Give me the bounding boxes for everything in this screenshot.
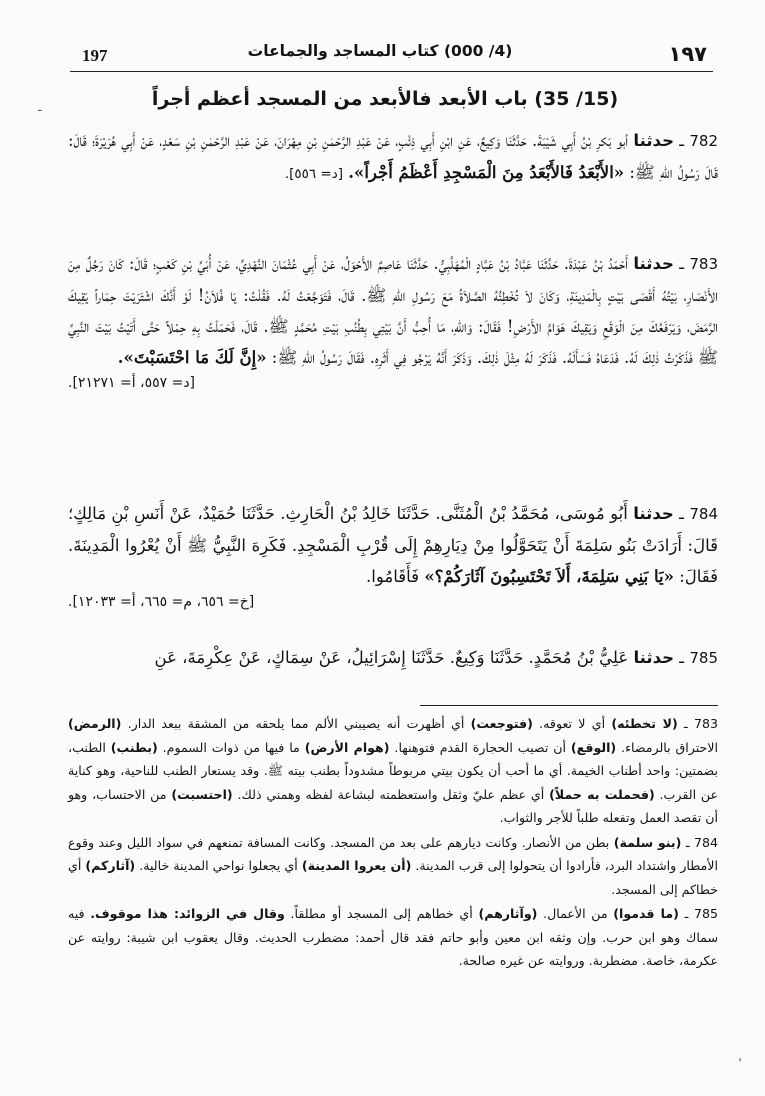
footnote-term: (بطنب) xyxy=(110,739,158,755)
narration-tail: فَأَقَامُوا. xyxy=(366,567,420,586)
running-title: (4/ 000) كتاب المساجد والجماعات xyxy=(247,42,513,60)
footnote-text: الاحتراق بالرمضاء. xyxy=(616,739,718,755)
footnote-text: أن تصيب الحجارة القدم فتوهنها. xyxy=(389,739,571,755)
isnad-matn: أَبُو مُوسَى، مُحَمَّدُ بْنُ الْمُثَنَّى. حَدَّثَنَا خَالِدُ بْنُ الْحَارِثِ. حَدَّثَنَا حُمَيْدٌ، عَنْ أَنَسِ بْنِ مَالِكٍ؛ قَالَ: أَرَادَتْ بَنُو سَلِمَةَ أَنْ يَتَحَوَّلُوا مِنْ دِيَارِهِمْ إِلَى قُرْبِ الْمَسْجِدِ. فَكَرِهَ النَّبِيُّ ﷺ أَنْ يُعْرُوا الْمَدِينَةَ. فَقَالَ: xyxy=(68,504,718,586)
footnote-text: أي يجعلوا نواحي المدينة خالية. xyxy=(135,858,302,873)
hadith-number: 784 xyxy=(689,505,718,523)
haddathana-word: حدثنا xyxy=(633,254,674,273)
footnote-term: (الوقع) xyxy=(570,739,617,755)
footnote-term: (لا تخطئه) xyxy=(611,716,678,731)
haddathana-word: حدثنا xyxy=(633,648,675,667)
footnote-text: من الاحتساب، وهو أن تقصد العمل وتفعله طلباً للأجر والثواب. xyxy=(68,786,718,825)
footnote-term: (ما قدموا) xyxy=(613,906,679,921)
footnote-term: (فحملت به حملاً) xyxy=(549,786,655,802)
footnote-term: وقال في الزوائد: هذا موقوف. xyxy=(90,906,285,921)
chapter-title: (15/ 35) باب الأبعد فالأبعد من المسجد أعظم أجراً xyxy=(151,88,619,110)
prophetic-quote: «يَا بَنِي سَلِمَةَ، أَلاَ تَحْتَسِبُونَ آثَارَكُمْ؟» xyxy=(424,567,674,586)
isnad-matn: عَلِيُّ بْنُ مُحَمَّدٍ. حَدَّثَنَا وَكِيعٌ. حَدَّثَنَا إِسْرَائِيلُ، عَنْ سِمَاكٍ، عَنْ عِكْرِمَةَ، عَنِ xyxy=(154,648,629,667)
footnote-number: 785 ـ xyxy=(678,906,719,921)
hadith-number: 783 xyxy=(689,255,719,273)
takhrij-ref: [خ= ٦٥٦، م= ٦٦٥، أ= ١٢٠٣٣]. xyxy=(68,594,255,610)
takhrij-ref: [د= ٥٥٦]. xyxy=(284,166,344,182)
hadith-782 xyxy=(68,125,718,188)
header-rule xyxy=(70,71,713,72)
footnote-text: أي أظهرت أنه يصيبني الألم مما يلحقه من المشقة ببعد الدار. xyxy=(121,716,471,731)
footnote-term: (أن يعروا المدينة) xyxy=(301,858,412,873)
footnote-785 xyxy=(68,902,718,973)
hadith-784 xyxy=(68,498,718,612)
footnote-text: فيه سماك وهو ابن حرب. وإن وثقه ابن معين وأبو حاتم فقد قال أحمد: مضطرب الحديث. وقال يعقوب ابن شيبة: روايته عن عكرمة، خاصة. مضطربة. وروايته عن غيره صالحة. xyxy=(68,906,718,968)
footnote-text: الطنب، بضمتين: واحد أطناب الخيمة. أي ما أحب أن يكون بيتي مربوطاً مشدوداً بطنب بيته ﷺ. وقد يستعار الطنب للناحية، وهو كناية عن القرب. xyxy=(68,739,719,802)
footnote-number: 783 ـ xyxy=(677,716,719,731)
page-number-arabic: ١٩٧ xyxy=(668,42,707,66)
hadith-783 xyxy=(68,248,718,393)
footnotes xyxy=(68,712,718,974)
hadith-number: 782 xyxy=(689,132,718,150)
footnote-term: (احتسبت) xyxy=(171,786,233,802)
isnad-matn: أَحْمَدُ بْنُ عَبْدَةَ. حَدَّثَنَا عَبَّادُ بْنُ عَبَّادٍ الْمُهَلَّبِيُّ. حَدَّثَنَا عَاصِمٌ الأَحْوَلُ، عَنْ أَبِي عُثْمَانَ النَّهْدِيِّ، عَنْ أُبَيِّ بْنِ كَعْبٍ؛ قَالَ: كَانَ رَجُلٌ مِنَ الأَنْصَارِ، بَيْتُهُ أَقْصَى بَيْتٍ بِالْمَدِينَةِ، وَكَانَ لاَ تُخْطِئُهُ الصَّلاَةُ مَعَ رَسُولِ اللّٰهِ ﷺ. قَالَ، فَتَوَجَّعْتُ لَهُ. فَقُلْتُ: يَا فُلاَنُ! لَوْ أَنَّكَ اشْتَرَيْتَ حِمَاراً يَقِيكَ الرَّمَضَ، وَيَرْفَعُكَ مِنَ الْوَقَعِ وَيَقِيكَ هَوَامَّ الأَرْضِ! فَقَالَ: وَاللّٰهِ، مَا أُحِبُّ أَنَّ بَيْتِي بِطُنُبِ بَيْتِ مُحَمَّدٍ ﷺ. قَالَ، فَحَمَلْتُ بِهِ حِمْلاً حَتَّى أَتَيْتُ بَيْتَ النَّبِيِّ ﷺ فَذَكَرْتُ ذٰلِكَ لَهُ. فَدَعَاهُ فَسَأَلَهُ. فَذَكَرَ لَهُ مِثْلَ ذٰلِكَ. وَذَكَرَ أَنَّهُ يَرْجُو فِي أَثَرِهِ. فَقَالَ رَسُولُ اللّٰهِ ﷺ: xyxy=(68,254,718,367)
footnote-text: بطن من الأنصار. وكانت ديارهم على بعد من المسجد. وكانت المسافة تمنعهم في سواد الليل وعند وقوع الأمطار واشتداد البرد، فأرادوا أن يتحولوا إلى قرب المدينة. xyxy=(68,834,718,873)
footnote-term: (الرمض) xyxy=(68,716,122,731)
hadith-text: 785 ـ حدثنا عَلِيُّ بْنُ مُحَمَّدٍ. حَدَّثَنَا وَكِيعٌ. حَدَّثَنَا إِسْرَائِيلُ، عَنْ سِمَاكٍ، عَنْ عِكْرِمَةَ، عَنِ xyxy=(154,648,718,667)
footnote-text: أي خطاهم إلى المسجد أو مطلقاً. xyxy=(284,906,479,921)
footnote-783 xyxy=(68,712,718,830)
prophetic-quote: «إِنَّ لَكَ مَا احْتَسَبْتَ». xyxy=(117,348,267,367)
prophetic-quote: «الأَبْعَدُ فَالأَبْعَدُ مِنَ الْمَسْجِدِ أَعْظَمُ أَجْراً». xyxy=(348,163,625,182)
footnote-text: أي لا تعوقه. xyxy=(532,716,612,731)
footnote-term: (هوام الأرض) xyxy=(304,739,390,755)
page-number-latin: 197 xyxy=(82,46,108,65)
footnote-term: (آثاركم) xyxy=(85,858,136,873)
footnote-number: 784 ـ xyxy=(681,834,718,850)
footnote-text: ما فيها من ذوات السموم. xyxy=(157,739,305,755)
footnote-term: (وآثارهم) xyxy=(478,906,538,921)
footnote-text: أي خطاكم إلى المسجد. xyxy=(68,858,718,897)
hadith-text: 784 ـ حدثنا أَبُو مُوسَى، مُحَمَّدُ بْنُ الْمُثَنَّى. حَدَّثَنَا خَالِدُ بْنُ الْحَارِثِ. حَدَّثَنَا حُمَيْدٌ، عَنْ أَنَسِ بْنِ مَالِكٍ؛ قَالَ: أَرَادَتْ بَنُو سَلِمَةَ أَنْ يَتَحَوَّلُوا مِنْ دِيَارِهِمْ إِلَى قُرْبِ الْمَسْجِدِ. فَكَرِهَ النَّبِيُّ ﷺ أَنْ يُعْرُوا الْمَدِينَةَ. فَقَالَ: «يَا بَنِي سَلِمَةَ، أَلاَ تَحْتَسِبُونَ آثَارَكُمْ؟» فَأَقَامُوا. xyxy=(68,504,718,586)
footnote-784 xyxy=(68,831,718,902)
hadith-number: 785 xyxy=(689,649,718,667)
hadith-785 xyxy=(68,642,718,674)
isnad-matn: أبو بَكرِ بْنُ أَبِي شَيْبَةَ. حَدَّثَنَا وَكِيعٌ، عَنِ ابْنِ أَبِي ذِئْبٍ، عَنْ عَبْدِ الرَّحْمٰنِ بْنِ مِهْرَانَ، عَنْ عَبْدِ الرَّحْمٰنِ بْنِ سَعْدٍ، عَنْ أَبِي هُرَيْرَةَ؛ قَالَ: قَالَ رَسُولُ اللّٰهِ ﷺ: xyxy=(68,131,718,182)
haddathana-word: حدثنا xyxy=(633,504,674,523)
footnote-text: من الأعمال. xyxy=(537,906,614,921)
footnote-term: (فتوجعت) xyxy=(470,716,533,731)
page-header xyxy=(0,40,765,76)
margin-mark: ـ xyxy=(38,100,42,114)
haddathana-word: حدثنا xyxy=(633,131,674,150)
margin-mark: ، xyxy=(738,1050,742,1064)
hadith-text: 782 ـ حدثنا أبو بَكرِ بْنُ أَبِي شَيْبَةَ. حَدَّثَنَا وَكِيعٌ، عَنِ ابْنِ أَبِي ذِئْبٍ، عَنْ عَبْدِ الرَّحْمٰنِ بْنِ مِهْرَانَ، عَنْ عَبْدِ الرَّحْمٰنِ بْنِ سَعْدٍ، عَنْ أَبِي هُرَيْرَةَ؛ قَالَ: قَالَ رَسُولُ اللّٰهِ ﷺ: «الأَبْعَدُ فَالأَبْعَدُ مِنَ الْمَسْجِدِ أَعْظَمُ أَجْراً». [د= ٥٥٦]. xyxy=(68,131,718,182)
hadith-text: 783 ـ حدثنا أَحْمَدُ بْنُ عَبْدَةَ. حَدَّثَنَا عَبَّادُ بْنُ عَبَّادٍ الْمُهَلَّبِيُّ. حَدَّثَنَا عَاصِمٌ الأَحْوَلُ، عَنْ أَبِي عُثْمَانَ النَّهْدِيِّ، عَنْ أُبَيِّ بْنِ كَعْبٍ؛ قَالَ: كَانَ رَجُلٌ مِنَ الأَنْصَارِ، بَيْتُهُ أَقْصَى بَيْتٍ بِالْمَدِينَةِ، وَكَانَ لاَ تُخْطِئُهُ الصَّلاَةُ مَعَ رَسُولِ اللّٰهِ ﷺ. قَالَ، فَتَوَجَّعْتُ لَهُ. فَقُلْتُ: يَا فُلاَنُ! لَوْ أَنَّكَ اشْتَرَيْتَ حِمَاراً يَقِيكَ الرَّمَضَ، وَيَرْفَعُكَ مِنَ الْوَقَعِ وَيَقِيكَ هَوَامَّ الأَرْضِ! فَقَالَ: وَاللّٰهِ، مَا أُحِبُّ أَنَّ بَيْتِي بِطُنُبِ بَيْتِ مُحَمَّدٍ ﷺ. قَالَ، فَحَمَلْتُ بِهِ حِمْلاً حَتَّى أَتَيْتُ بَيْتَ النَّبِيِّ ﷺ فَذَكَرْتُ ذٰلِكَ لَهُ. فَدَعَاهُ فَسَأَلَهُ. فَذَكَرَ لَهُ مِثْلَ ذٰلِكَ. وَذَكَرَ أَنَّهُ يَرْجُو فِي أَثَرِهِ. فَقَالَ رَسُولُ اللّٰهِ ﷺ: «إِنَّ لَكَ مَا احْتَسَبْتَ». xyxy=(68,254,719,367)
footnote-text: أي عظم عليّ وثقل واستعظمته لبشاعة لفظه وهمني ذلك. xyxy=(232,786,550,802)
footnote-separator xyxy=(420,705,718,706)
takhrij-ref: [د= ٥٥٧، أ= ٢١٢٧١]. xyxy=(68,375,196,391)
footnote-term: (بنو سلمة) xyxy=(613,834,682,850)
